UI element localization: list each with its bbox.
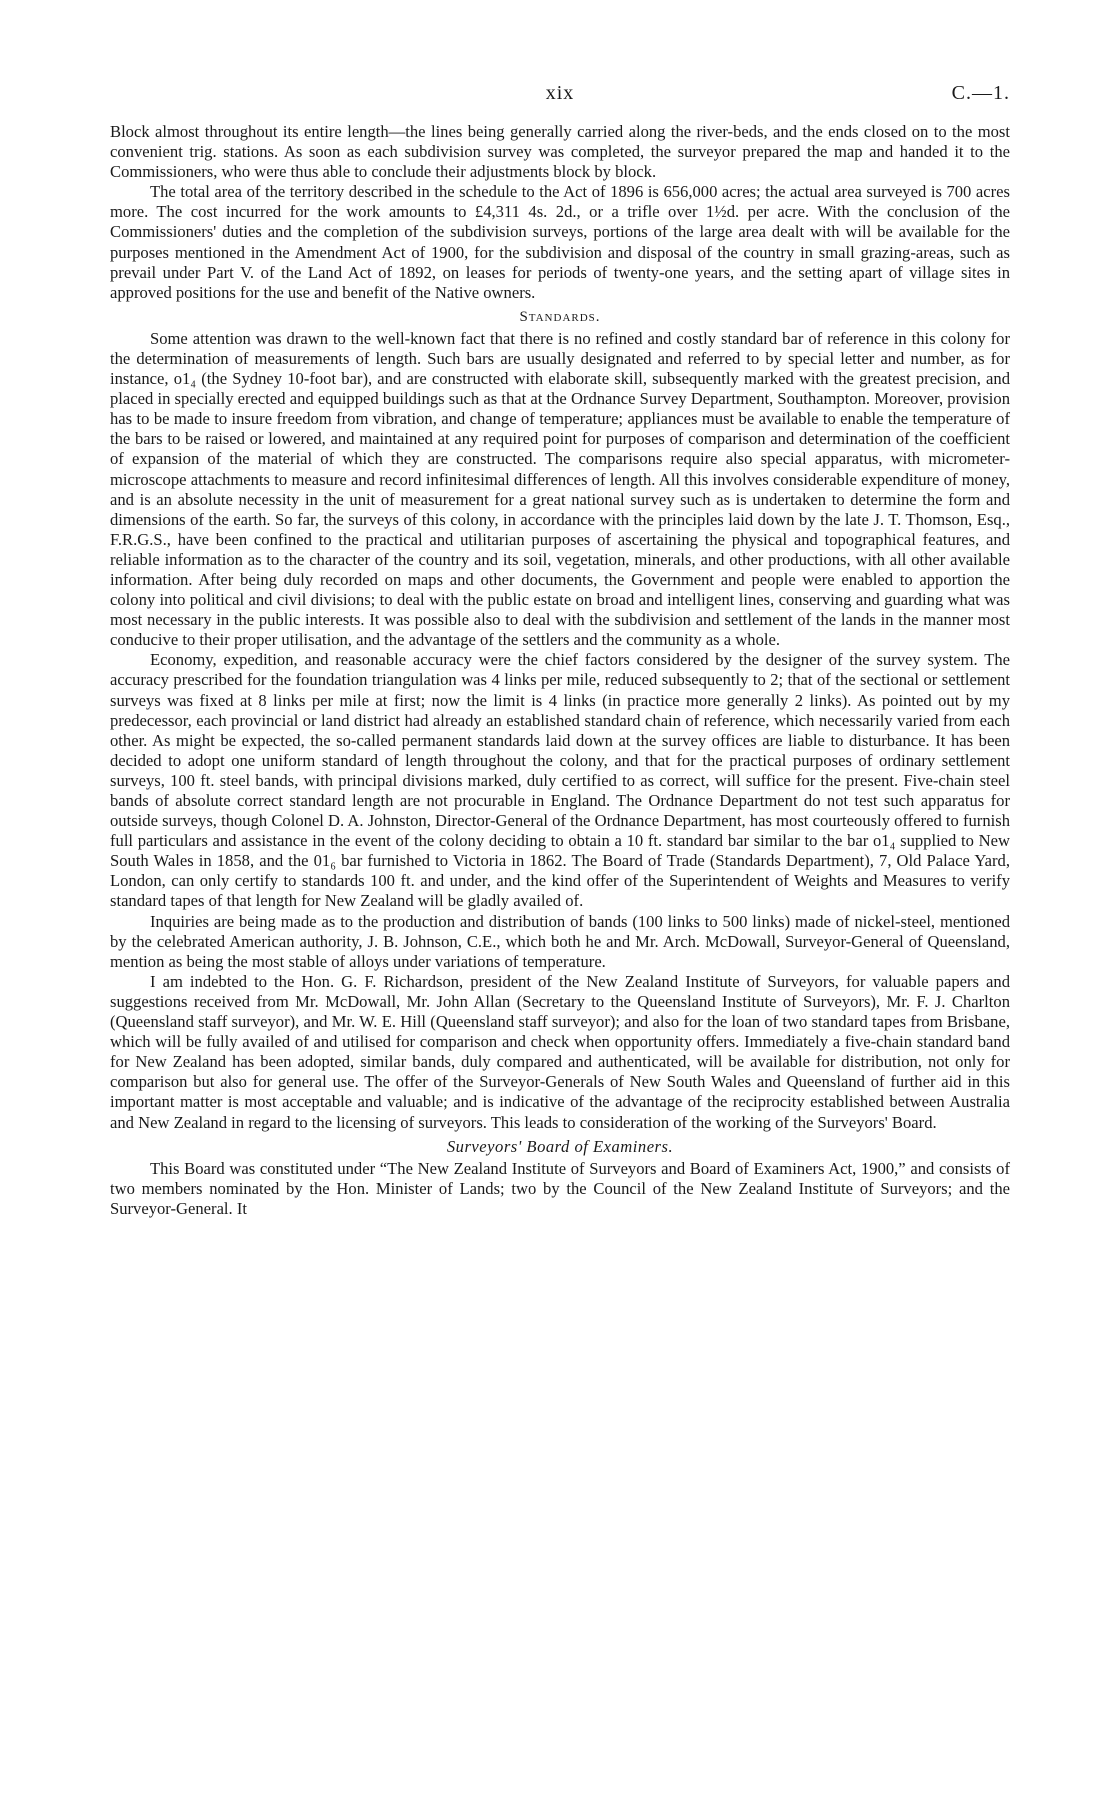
section-heading-surveyors-board: Surveyors' Board of Examiners.: [446, 1136, 674, 1156]
paragraph-block-continuation: Block almost throughout its entire length—the lines being generally carried along the river-beds, and the ends closed on to the most convenient trig. stations. As soon as each subdivision survey was completed, the surveyor prepared the map and handed it to the Commissioners, who were thus able to conclude their adjustments block by block.: [110, 122, 1010, 182]
paragraph-total-area: The total area of the territory described in the schedule to the Act of 1896 is 656,000 acres; the actual area surveyed is 700 acres more. The cost incurred for the work amounts to £4,311 4s. 2d., or a trifle over 1½d. per acre. With the conclusion of the Commissioners' duties and the completion of the subdivision surveys, portions of the large area dealt with will be available for the purposes mentioned in the Amendment Act of 1900, for the subdivision and disposal of the country in small grazing-areas, such as prevail under Part V. of the Land Act of 1892, on leases for periods of twenty-one years, and the setting apart of village sites in approved positions for the use and benefit of the Native owners.: [110, 182, 1010, 302]
paragraph-standard-bar: Some attention was drawn to the well-known fact that there is no refined and costly standard bar of reference in this colony for the determination of measurements of length. Such bars are usually designated and referred to by special letter and number, as for instance, o1₄ (the Sydney 10-foot bar), and are constructed with elaborate skill, subsequently marked with the greatest precision, and placed in specially erected and equipped buildings such as that at the Ordnance Survey Department, Southampton. Moreover, provision has to be made to insure freedom from vibration, and change of temperature; appliances must be available to enable the temperature of the bars to be raised or lowered, and maintained at any required point for purposes of comparison and determination of the coefficient of expansion of the material of which they are constructed. The comparisons require also special apparatus, with micrometer-microscope attachments to measure and record infinitesimal differences of length. All this involves considerable expenditure of money, and is an absolute necessity in the unit of measurement for a great national survey such as is undertaken to determine the form and dimensions of the earth. So far, the surveys of this colony, in accordance with the principles laid down by the late J. T. Thomson, Esq., F.R.G.S., have been confined to the practical and utilitarian purposes of ascertaining the physical and topographical features, and reliable information as to the character of the country and its soil, vegetation, minerals, and other productions, with all other available information. After being duly recorded on maps and other documents, the Government and people were enabled to apportion the colony into political and civil divisions; to deal with the public estate on broad and intelligent lines, conserving and guarding what was most necessary in the public interests. It was possible also to deal with the subdivision and settlement of the lands in the manner most conducive to their proper utilisation, and the advantage of the settlers and the community as a whole.: [110, 328, 1010, 650]
section-heading-standards: Standards.: [519, 308, 601, 325]
paragraph-board-constitution: This Board was constituted under “The New Zealand Institute of Surveyors and Board of Examiners Act, 1900,” and consists of two members nominated by the Hon. Minister of Lands; two by the Council of the New Zealand Institute of Surveyors; and the Surveyor-General. It: [110, 1158, 1010, 1218]
document-body: [110, 122, 1010, 1219]
page-number: xix: [545, 82, 575, 104]
document-reference: C.—1.: [951, 82, 1010, 104]
page-header: [110, 82, 1010, 122]
paragraph-nickel-steel-bands: Inquiries are being made as to the production and distribution of bands (100 links to 500 links) made of nickel-steel, mentioned by the celebrated American authority, J. B. Johnson, C.E., which both he and Mr. Arch. McDowall, Surveyor-General of Queensland, mention as being the most stable of alloys under variations of temperature.: [110, 911, 1010, 971]
paragraph-economy-accuracy: Economy, expedition, and reasonable accuracy were the chief factors considered by the designer of the survey system. The accuracy prescribed for the foundation triangulation was 4 links per mile, reduced subsequently to 2; that of the sectional or settlement surveys was fixed at 8 links per mile at first; now the limit is 4 links (in practice more generally 2 links). As pointed out by my predecessor, each provincial or land district had already an established standard chain of reference, which necessarily varied from each other. As might be expected, the so-called permanent standards laid down at the survey offices are liable to disturbance. It has been decided to adopt one uniform standard of length throughout the colony, and that for the practical purposes of ordinary settlement surveys, 100 ft. steel bands, with principal divisions marked, duly certified to as correct, will suffice for the present. Five-chain steel bands of absolute correct standard length are not procurable in England. The Ordnance Department do not test such apparatus for outside surveys, though Colonel D. A. Johnston, Director-General of the Ordnance Department, has most courteously offered to furnish full particulars and assistance in the event of the colony deciding to obtain a 10 ft. standard bar similar to the bar o1₄ supplied to New South Wales in 1858, and the 01₆ bar furnished to Victoria in 1862. The Board of Trade (Standards Department), 7, Old Palace Yard, London, can only certify to standards 100 ft. and under, and the kind offer of the Superintendent of Weights and Measures to verify standard tapes of that length for New Zealand will be gladly availed of.: [110, 650, 1010, 911]
paragraph-acknowledgements: I am indebted to the Hon. G. F. Richardson, president of the New Zealand Institute of Surveyors, for valuable papers and suggestions received from Mr. McDowall, Mr. John Allan (Secretary to the Queensland Institute of Surveyors), Mr. F. J. Charlton (Queensland staff surveyor), and Mr. W. E. Hill (Queensland staff surveyor); and also for the loan of two standard tapes from Brisbane, which will be fully availed of and utilised for comparison and check when opportunity offers. Immediately a five-chain standard band for New Zealand has been adopted, similar bands, duly compared and authenticated, will be available for distribution, not only for comparison but also for general use. The offer of the Surveyor-Generals of New South Wales and Queensland of further aid in this important matter is most acceptable and valuable; and is indicative of the advantage of the reciprocity established between Australia and New Zealand in regard to the licensing of surveyors. This leads to consideration of the working of the Surveyors' Board.: [110, 971, 1010, 1132]
